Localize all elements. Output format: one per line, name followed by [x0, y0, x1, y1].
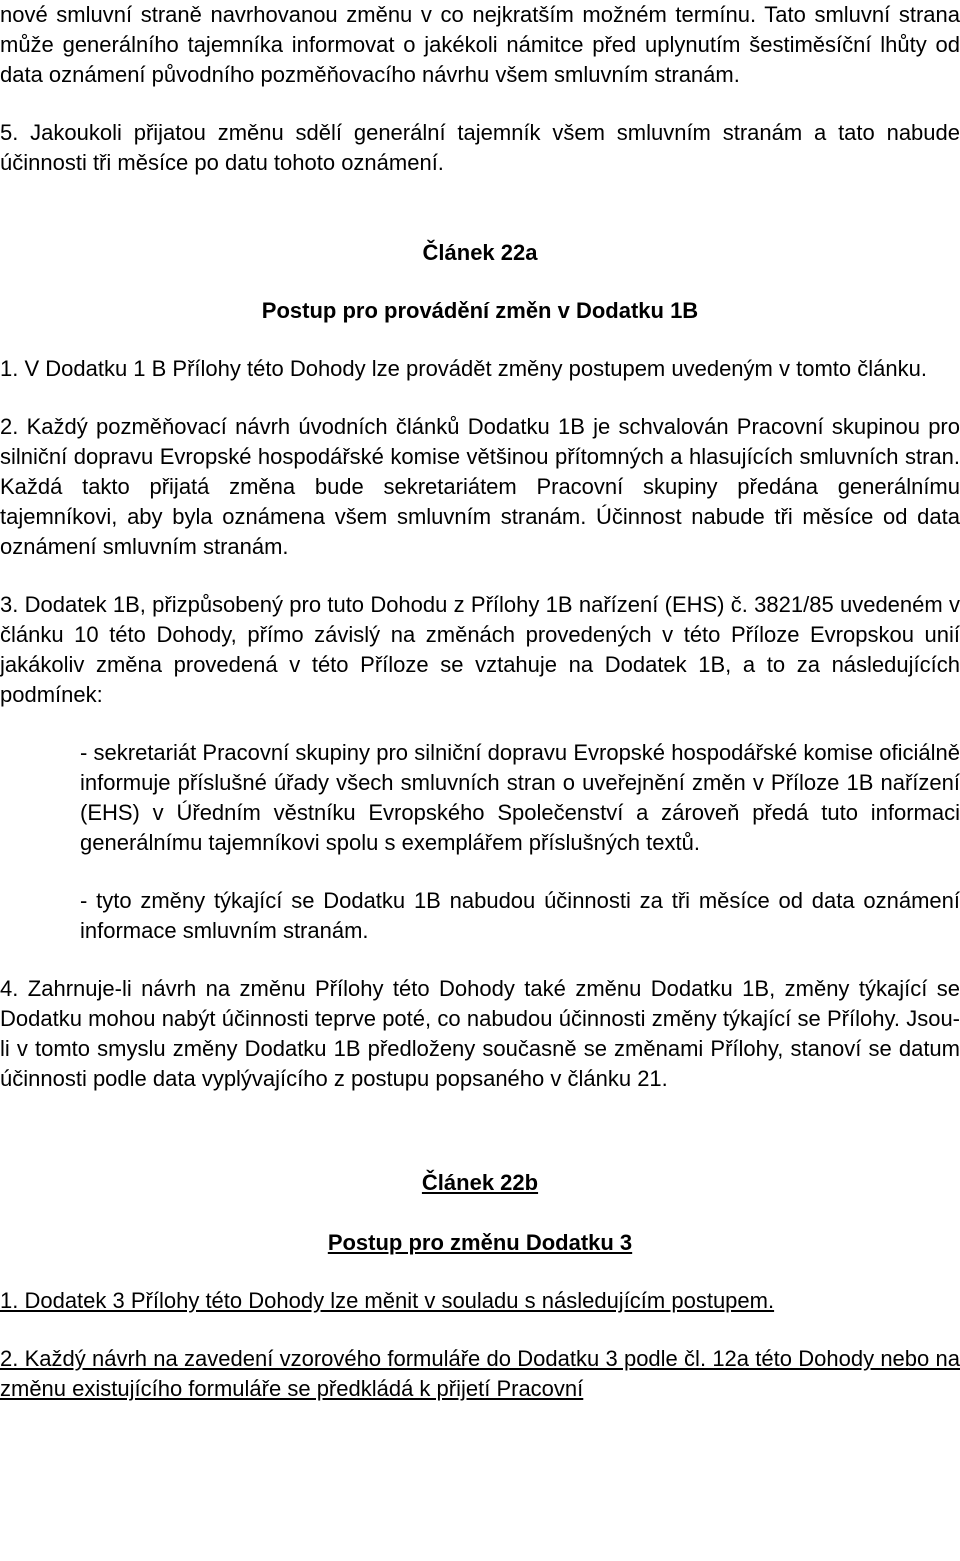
paragraph-4-continuation: nové smluvní straně navrhovanou změnu v co nejkratším možném termínu. Tato smluvní strana může generálního tajemníka informovat o jakékoli námitce před uplynutím šestiměsíční lhůty od data oznámení původního pozměňovacího návrhu všem smluvním stranám.: [0, 2, 960, 87]
article-22a-subtitle: Postup pro provádění změn v Dodatku 1B: [261, 298, 699, 323]
paragraph-5: 5. Jakoukoli přijatou změnu sdělí generální tajemník všem smluvním stranám a tato nabude účinnosti tři měsíce po datu tohoto oznámení.: [0, 120, 960, 175]
article-22b-paragraph-1: 1. Dodatek 3 Přílohy této Dohody lze měnit v souladu s následujícím postupem.: [0, 1288, 775, 1313]
article-22b-subtitle: Postup pro změnu Dodatku 3: [327, 1230, 633, 1255]
article-22b-paragraph-2: 2. Každý návrh na zavedení vzorového formuláře do Dodatku 3 podle čl. 12a této Dohody nebo na změnu existujícího formuláře se předkládá k přijetí Pracovní: [0, 1346, 960, 1401]
article-22a-title: Článek 22a: [422, 240, 538, 265]
article-22a-paragraph-3: 3. Dodatek 1B, přizpůsobený pro tuto Dohodu z Přílohy 1B nařízení (EHS) č. 3821/85 uvedeném v článku 10 této Dohody, přímo závislý na změnách provedených v této Příloze Evropskou unií jakákoliv změna provedená v této Příloze se vztahuje na Dodatek 1B, a to za následujících podmínek:: [0, 592, 960, 707]
article-22a-paragraph-2: 2. Každý pozměňovací návrh úvodních článků Dodatku 1B je schvalován Pracovní skupinou pro silniční dopravu Evropské hospodářské komise většinou přítomných a hlasujících smluvních stran. Každá takto přijatá změna bude sekretariátem Pracovní skupiny předána generálnímu tajemníkovi, aby byla oznámena všem smluvním stranám. Účinnost nabude tři měsíce od data oznámení smluvním stranám.: [0, 414, 960, 559]
article-22a-bullet-1: - sekretariát Pracovní skupiny pro silniční dopravu Evropské hospodářské komise oficiálně informuje příslušné úřady všech smluvních stran o uveřejnění změn v Příloze 1B nařízení (EHS) v Úředním věstníku Evropského Společenství a zároveň předá tuto informaci generálnímu tajemníkovi spolu s exemplářem příslušných textů.: [80, 740, 960, 855]
article-22a-paragraph-4: 4. Zahrnuje-li návrh na změnu Přílohy této Dohody také změnu Dodatku 1B, změny týkající se Dodatku mohou nabýt účinnosti teprve poté, co nabudou účinnosti změny týkající se Přílohy. Jsou-li v tomto smyslu změny Dodatku 1B předloženy současně se změnami Přílohy, stanoví se datum účinnosti podle data vyplývajícího z postupu popsaného v článku 21.: [0, 976, 960, 1091]
article-22a-paragraph-1: 1. V Dodatku 1 B Přílohy této Dohody lze provádět změny postupem uvedeným v tomto článku.: [0, 356, 927, 381]
article-22b-title: Článek 22b: [421, 1170, 539, 1195]
article-22a-bullet-2: - tyto změny týkající se Dodatku 1B nabudou účinnosti za tři měsíce od data oznámení informace smluvním stranám.: [80, 888, 960, 943]
